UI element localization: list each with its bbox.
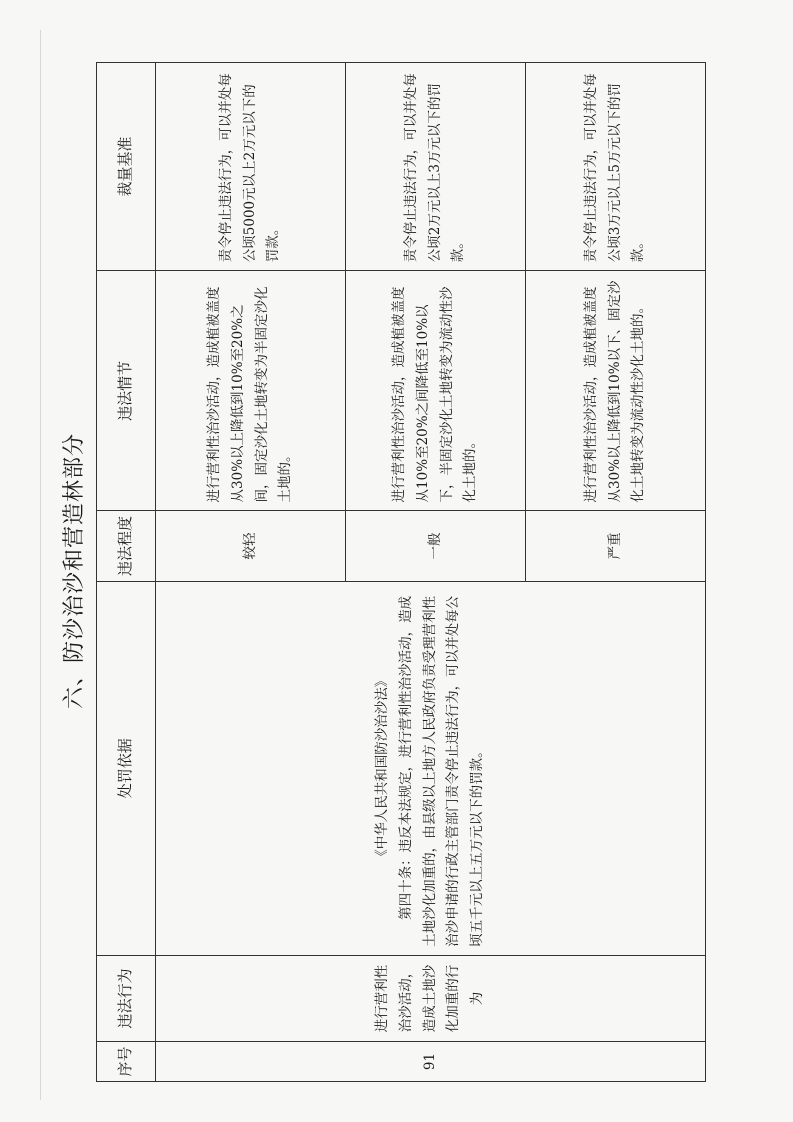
- header-basis: 处罚依据: [97, 581, 156, 955]
- penalty-basis: [156, 581, 706, 955]
- degree-normal: 一般: [346, 511, 526, 581]
- header-standard: 裁量基准: [97, 63, 156, 271]
- situation-normal: 进行营利性治沙活动，造成植被盖度从10%至20%之间降低至10%以下，半固定沙化土地转变为流动性沙化土地的。: [346, 271, 526, 511]
- header-degree: 违法程度: [97, 511, 156, 581]
- header-situation: 违法情节: [97, 271, 156, 511]
- situation-severe: 进行营利性治沙活动，造成植被盖度从30%以上降低到10%以下、固定沙化土地转变为流动性沙化土地的。: [526, 271, 706, 511]
- standard-light: 责令停止违法行为，可以并处每公顷5000元以上2万元以下的罚款。: [156, 63, 346, 271]
- degree-light: 较轻: [156, 511, 346, 581]
- table-header-row: [97, 63, 156, 1082]
- header-no: 序号: [97, 1041, 156, 1081]
- law-name: 《中华人民共和国防沙治沙法》: [374, 673, 391, 863]
- standard-severe: 责令停止违法行为，可以并处每公顷3万元以上5万元以下的罚款。: [526, 63, 706, 271]
- section-title: 六、防沙治沙和营造林部分: [62, 433, 87, 710]
- degree-severe: 严重: [526, 511, 706, 581]
- violation-act: 进行营利性治沙活动，造成土地沙化加重的行为: [156, 955, 706, 1041]
- penalty-table: [96, 62, 706, 1082]
- row-number: 91: [156, 1041, 706, 1081]
- scan-edge-line: [40, 30, 41, 1100]
- standard-normal: 责令停止违法行为，可以并处每公顷2万元以上3万元以下的罚款。: [346, 63, 526, 271]
- table-row: [156, 63, 346, 1082]
- law-article: 第四十条：违反本法规定，进行营利性治沙活动，造成土地沙化加重的，由县级以上地方人民政府负责受理营利性治沙申请的行政主管部门责令停止违法行为，可以并处每公顷五千元以上五万元以下的罚款。: [398, 595, 485, 947]
- situation-light: 进行营利性治沙活动，造成植被盖度从30%以上降低到10%至20%之间，固定沙化土地转变为半固定沙化土地的。: [156, 271, 346, 511]
- rotated-document-page: [56, 60, 736, 1082]
- header-act: 违法行为: [97, 955, 156, 1041]
